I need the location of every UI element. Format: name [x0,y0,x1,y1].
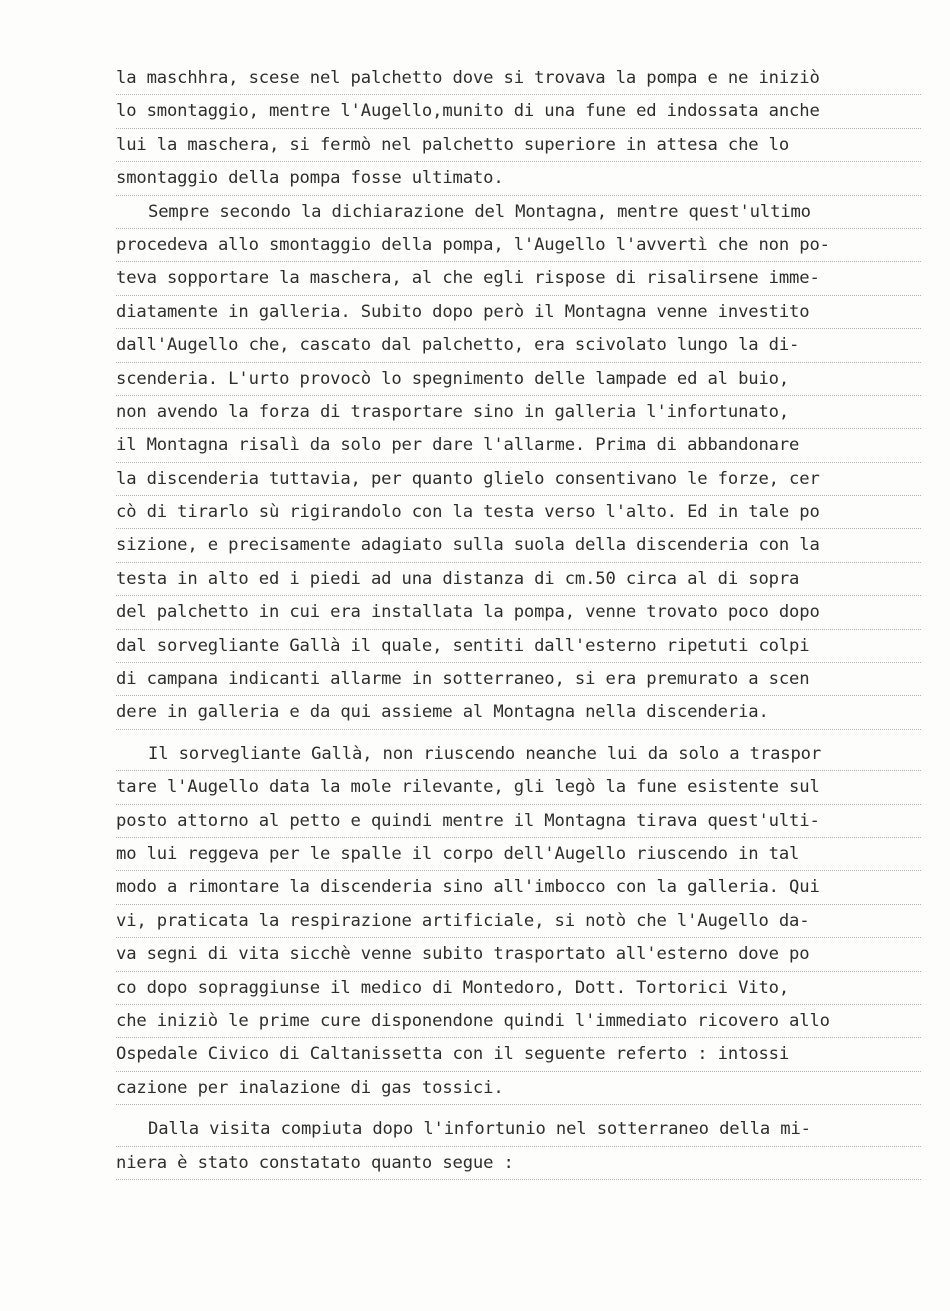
text-line: teva sopportare la maschera, al che egli rispose di risalirsene imme- [116,262,921,295]
text-line: scenderia. L'urto provocò lo spegnimento delle lampade ed al buio, [116,363,921,396]
text-line: dere in galleria e da qui assieme al Montagna nella discenderia. [116,696,921,729]
text-line: lui la maschera, si fermò nel palchetto superiore in attesa che lo [116,129,921,162]
paragraph-2 [116,196,921,730]
text-line: dall'Augello che, cascato dal palchetto, era scivolato lungo la di- [116,329,921,362]
text-line: vi, praticata la respirazione artificiale, si notò che l'Augello da- [116,905,921,938]
text-line: modo a rimontare la discenderia sino all'imbocco con la galleria. Qui [116,871,921,904]
text-line: cò di tirarlo sù rigirandolo con la testa verso l'alto. Ed in tale po [116,496,921,529]
text-line: Dalla visita compiuta dopo l'infortunio nel sotterraneo della mi- [116,1113,921,1146]
text-line: la discenderia tuttavia, per quanto glielo consentivano le forze, cer [116,463,921,496]
text-line: di campana indicanti allarme in sotterraneo, si era premurato a scen [116,663,921,696]
text-line: va segni di vita sicchè venne subito trasportato all'esterno dove po [116,938,921,971]
text-line: il Montagna risalì da solo per dare l'allarme. Prima di abbandonare [116,429,921,462]
text-line: del palchetto in cui era installata la pompa, venne trovato poco dopo [116,596,921,629]
text-line: tare l'Augello data la mole rilevante, gli legò la fune esistente sul [116,771,921,804]
text-line: sizione, e precisamente adagiato sulla suola della discenderia con la [116,529,921,562]
paragraph-3 [116,738,921,1105]
paragraph-4 [116,1113,921,1180]
document-body [116,62,921,1180]
text-line: co dopo sopraggiunse il medico di Montedoro, Dott. Tortorici Vito, [116,972,921,1005]
text-line: Sempre secondo la dichiarazione del Montagna, mentre quest'ultimo [116,196,921,229]
text-line: niera è stato constatato quanto segue : [116,1147,921,1180]
text-line: diatamente in galleria. Subito dopo però il Montagna venne investito [116,296,921,329]
text-line: procedeva allo smontaggio della pompa, l'Augello l'avvertì che non po- [116,229,921,262]
text-line: mo lui reggeva per le spalle il corpo dell'Augello riuscendo in tal [116,838,921,871]
text-line: posto attorno al petto e quindi mentre il Montagna tirava quest'ulti- [116,805,921,838]
text-line: dal sorvegliante Gallà il quale, sentiti dall'esterno ripetuti colpi [116,630,921,663]
text-line: lo smontaggio, mentre l'Augello,munito di una fune ed indossata anche [116,95,921,128]
text-line: che iniziò le prime cure disponendone quindi l'immediato ricovero allo [116,1005,921,1038]
text-line: Ospedale Civico di Caltanissetta con il seguente referto : intossi [116,1038,921,1071]
text-line: smontaggio della pompa fosse ultimato. [116,162,921,195]
text-line: non avendo la forza di trasportare sino in galleria l'infortunato, [116,396,921,429]
text-line: la maschhra, scese nel palchetto dove si trovava la pompa e ne iniziò [116,62,921,95]
text-line: Il sorvegliante Gallà, non riuscendo neanche lui da solo a traspor [116,738,921,771]
text-line: testa in alto ed i piedi ad una distanza di cm.50 circa al di sopra [116,563,921,596]
text-line: cazione per inalazione di gas tossici. [116,1072,921,1105]
paragraph-1 [116,62,921,196]
